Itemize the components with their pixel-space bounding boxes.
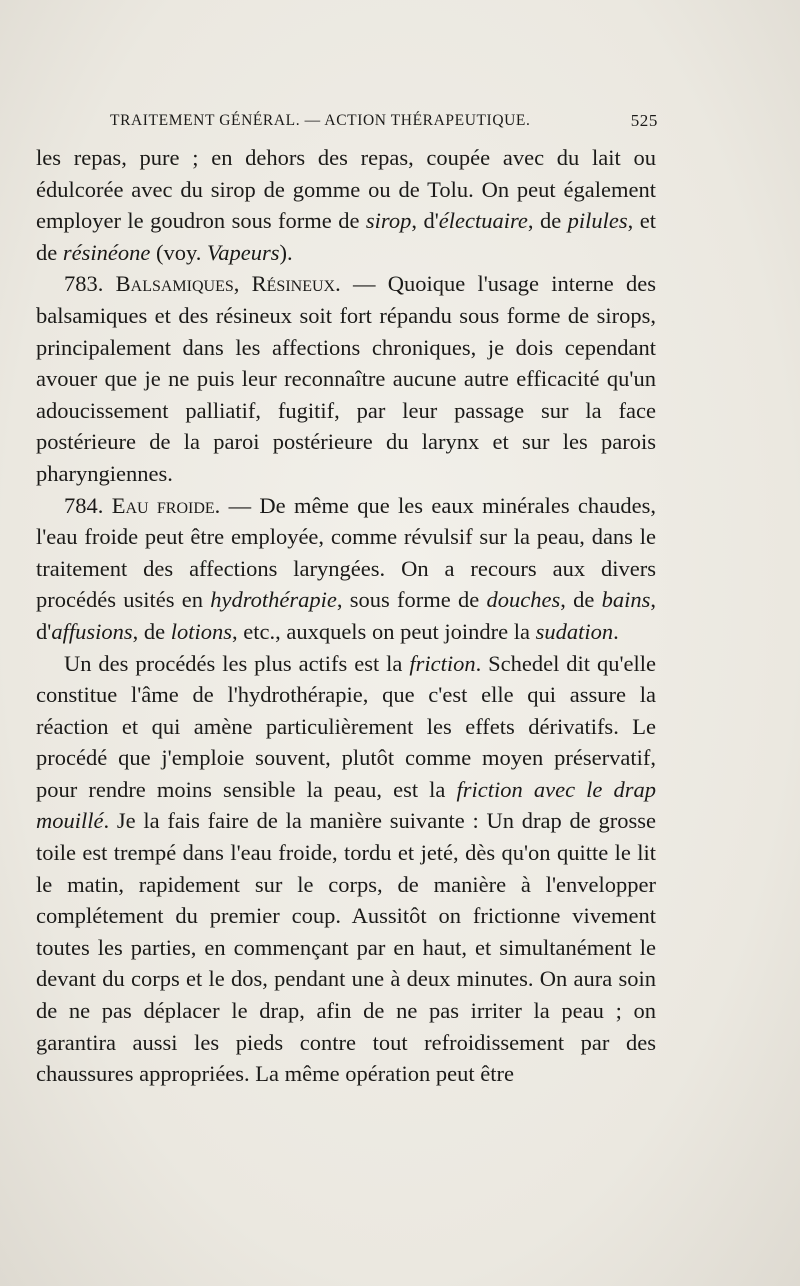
- italic-term: résinéone: [62, 239, 151, 265]
- italic-term: lotions: [170, 618, 232, 644]
- text-run: Un des procédés les plus actifs est la: [64, 650, 410, 676]
- text-run: (voy.: [150, 239, 208, 265]
- text-run: , de: [560, 587, 602, 613]
- running-header: [110, 108, 658, 134]
- paragraph-goudron-continuation: [36, 142, 656, 268]
- italic-term: sirop: [365, 208, 412, 234]
- italic-term: électuaire: [438, 208, 528, 234]
- paragraph-friction: [36, 648, 656, 1090]
- text-run: , d': [36, 587, 656, 644]
- text-run: — De même que les eaux minérales chaudes, l'eau froide peut être employée, comme révulsif sur la peau, dans le traitement des affections laryngées. On a recours aux divers procédés usités en: [36, 492, 657, 613]
- paragraph-784: [36, 490, 656, 648]
- running-title: TRAITEMENT GÉNÉRAL. — ACTION THÉRAPEUTIQUE.: [110, 112, 531, 129]
- paragraph-783: [36, 268, 656, 489]
- body-text: [36, 142, 656, 1090]
- italic-term: hydrothérapie: [210, 587, 337, 613]
- text-run: , etc., auxquels on peut joindre la: [231, 618, 536, 644]
- text-run: , de: [527, 208, 568, 234]
- italic-term: Vapeurs: [207, 239, 280, 265]
- italic-term: friction avec le drap mouillé: [36, 776, 656, 834]
- text-run: ).: [279, 239, 293, 265]
- text-run: , d': [411, 208, 439, 234]
- italic-term: friction: [409, 650, 476, 676]
- page-number: 525: [630, 111, 658, 130]
- text-run: . Schedel dit qu'elle constitue l'âme de l'hydrothérapie, que c'est elle qui assure la réaction et qui amène particulièrement les effets dérivatifs. Le procédé que j'emploie souvent, plutôt comme moyen préservatif, pour rendre moins sensible la peau, est la: [36, 650, 656, 802]
- text-run: les repas, pure ; en dehors des repas, coupée avec du lait ou édulcorée avec du sirop de gomme ou de Tolu. On peut également employer le goudron sous forme de: [36, 145, 656, 234]
- italic-term: affusions: [51, 618, 133, 644]
- section-heading: Balsamiques, Résineux.: [115, 271, 341, 297]
- section-heading: Eau froide.: [111, 492, 221, 518]
- text-run: . Je la fais faire de la manière suivante : Un drap de grosse toile est trempé dans l'eau froide, tordu et jeté, dès qu'on quitte le lit le matin, rapidement sur le corps, de manière à l'envelopper complétement du premier coup. Aussitôt on frictionne vivement toutes les parties, en commençant par en haut, et simultanément le devant du corps et le dos, pendant une à deux minutes. On aura soin de ne pas déplacer le drap, afin de ne pas irriter la peau ; on garantira aussi les pieds contre tout refroidissement par des chaussures appropriées. La même opération peut être: [36, 808, 656, 1087]
- text-run: — Quoique l'usage interne des balsamiques et des résineux soit fort répandu sous forme de sirops, principalement dans les affections chroniques, je dois cependant avouer que je ne puis leur reconnaître aucune autre efficacité qu'un adoucissement palliatif, fugitif, par leur passage sur la face postérieure de la paroi postérieure du larynx et sur les parois pharyngiennes.: [36, 271, 657, 486]
- section-number: 783.: [64, 271, 104, 297]
- italic-term: bains: [601, 587, 651, 613]
- italic-term: pilules: [567, 208, 628, 234]
- text-run: , de: [132, 618, 171, 644]
- italic-term: sudation: [535, 618, 614, 644]
- text-run: , et de: [36, 208, 656, 265]
- italic-term: douches: [486, 587, 561, 613]
- text-run: , sous forme de: [336, 587, 487, 613]
- text-run: .: [613, 618, 619, 644]
- section-number: 784.: [64, 492, 104, 518]
